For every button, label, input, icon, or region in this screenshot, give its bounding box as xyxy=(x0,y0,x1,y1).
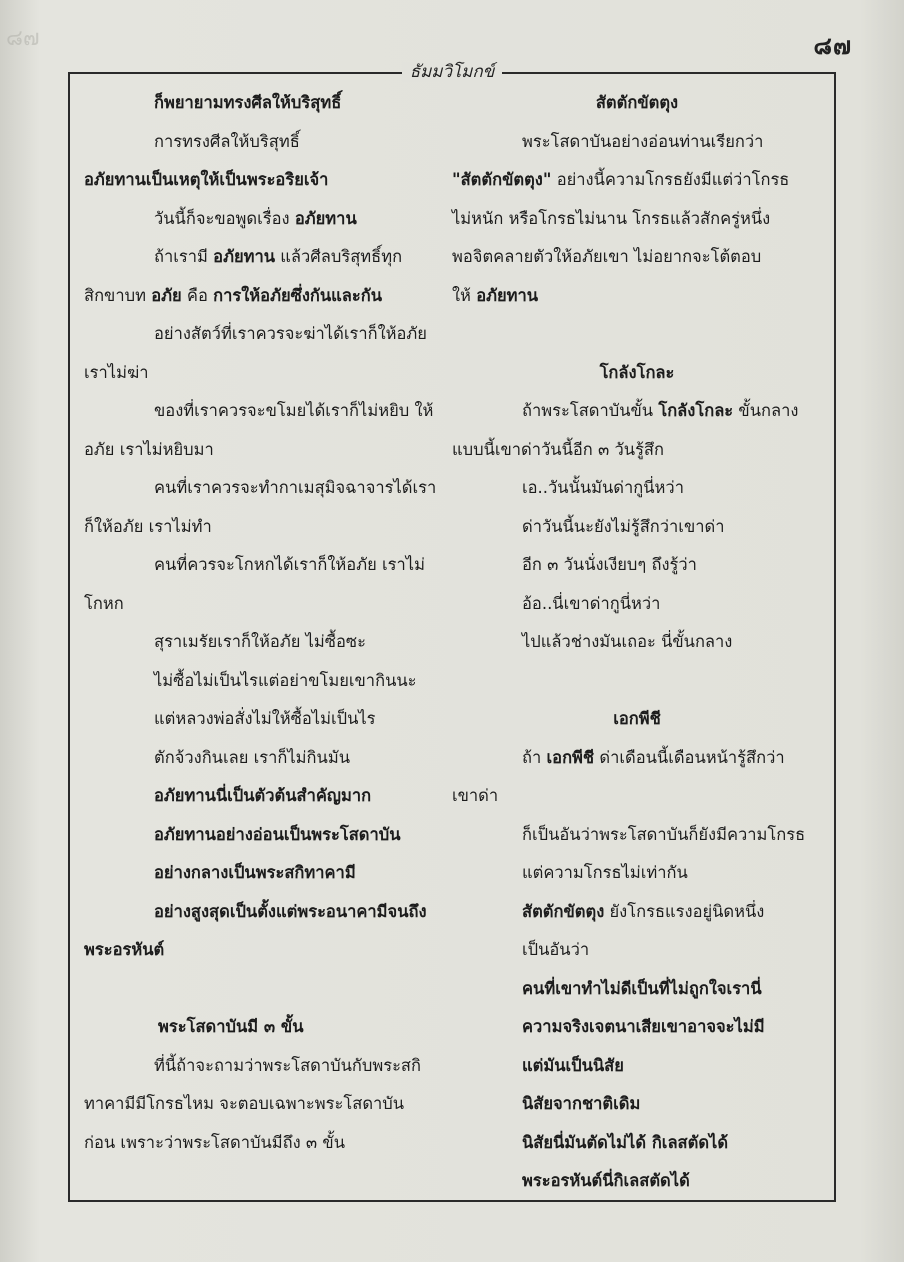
text-line: อภัย เราไม่หยิบมา xyxy=(84,439,214,459)
spacer xyxy=(452,662,822,701)
text-line: ไม่ซื้อไม่เป็นไรแต่อย่าขโมยเขากินนะ xyxy=(154,670,417,690)
page-number: ๘๗ xyxy=(813,31,852,60)
text-line: เป็นอันว่า xyxy=(522,940,590,959)
text-line: ของที่เราควรจะขโมยได้เราก็ไม่หยิบ ให้ xyxy=(154,401,434,420)
text-line: วันนี้ก็จะขอพูดเรื่อง อภัยทาน xyxy=(154,208,357,228)
spacer xyxy=(84,970,436,1009)
bold-line: ความจริงเจตนาเสียเขาอาจจะไม่มี xyxy=(522,1017,765,1036)
text-line: คนที่เราควรจะทำกาเมสุมิจฉาจารได้เรา xyxy=(154,478,437,497)
text-line: อีก ๓ วันนั่งเงียบๆ ถึงรู้ว่า xyxy=(522,555,697,574)
text-line: เอ..วันนั้นมันด่ากูนี่หว่า xyxy=(522,478,684,497)
bold-line: คนที่เขาทำไม่ดีเป็นที่ไม่ถูกใจเรานี่ xyxy=(522,978,762,998)
text-line: คนที่ควรจะโกหกได้เราก็ให้อภัย เราไม่ xyxy=(154,555,425,574)
text-line: พอจิตคลายตัวให้อภัยเขา ไม่อยากจะโต้ตอบ xyxy=(452,247,762,266)
text-line: แบบนี้เขาด่าวันนี้อีก ๓ วันรู้สึก xyxy=(452,439,664,459)
text-line: ด่าวันนี้นะยังไม่รู้สึกว่าเขาด่า xyxy=(522,516,725,536)
bold-line: อย่างกลางเป็นพระสกิทาคามี xyxy=(154,863,356,882)
text-line: "สัตตักขัตตุง" อย่างนี้ความโกรธยังมีแต่ว่าโกรธ xyxy=(452,170,790,189)
text-line: พระโสดาบันอย่างอ่อนท่านเรียกว่า xyxy=(522,131,764,151)
heading: อภัยทานเป็นเหตุให้เป็นพระอริยเจ้า xyxy=(84,170,329,189)
text-line: ทาคามีมีโกรธไหม จะตอบเฉพาะพระโสดาบัน xyxy=(84,1094,405,1113)
text-line: ไปแล้วช่างมันเถอะ นี่ขั้นกลาง xyxy=(522,632,733,651)
bold-line: แต่มันเป็นนิสัย xyxy=(522,1055,624,1075)
text-line: โกหก xyxy=(84,593,124,613)
heading: โกลังโกละ xyxy=(599,362,675,382)
text-line: ก่อน เพราะว่าพระโสดาบันมีถึง ๓ ขั้น xyxy=(84,1132,345,1152)
spacer xyxy=(452,315,822,354)
text-line: ตักจ้วงกินเลย เราก็ไม่กินมัน xyxy=(154,747,350,767)
bleed-through-left: ๘๗ xyxy=(6,26,40,51)
text-line: สิกขาบท อภัย คือ การให้อภัยซึ่งกันและกัน xyxy=(84,285,383,305)
text-line: เราไม่ฆ่า xyxy=(84,362,149,382)
text-line: อ้อ..นี่เขาด่ากูนี่หว่า xyxy=(522,593,661,613)
running-header: ธัมมวิโมกข์ xyxy=(70,58,834,85)
bold-line: อย่างสูงสุดเป็นตั้งแต่พระอนาคามีจนถึง xyxy=(154,901,427,921)
text-line: ให้ อภัยทาน xyxy=(452,285,539,305)
text-line: ก็เป็นอันว่าพระโสดาบันก็ยังมีความโกรธ xyxy=(522,824,806,844)
text-line: เขาด่า xyxy=(452,786,499,805)
text-frame xyxy=(68,62,836,1202)
text-line: ไม่หนัก หรือโกรธไม่นาน โกรธแล้วสักครู่หนึ่ง xyxy=(452,208,771,228)
text-line: อย่างสัตว์ที่เราควรจะฆ่าได้เราก็ให้อภัย xyxy=(154,324,427,343)
heading: ก็พยายามทรงศีลให้บริสุทธิ์ xyxy=(154,93,342,112)
text-line: ถ้าเรามี อภัยทาน แล้วศีลบริสุทธิ์ทุก xyxy=(154,247,403,266)
bold-line: พระอรหันต์ xyxy=(84,940,165,959)
text-line: ถ้าพระโสดาบันขั้น โกลังโกละ ขั้นกลาง xyxy=(522,401,799,420)
right-column xyxy=(452,84,822,1201)
text-line: การทรงศีลให้บริสุทธิ์ xyxy=(154,131,300,151)
text-line: ก็ให้อภัย เราไม่ทำ xyxy=(84,516,212,536)
heading: พระโสดาบันมี ๓ ขั้น xyxy=(158,1017,304,1036)
bold-line: นิสัยจากชาติเดิม xyxy=(522,1094,641,1113)
bold-line: อภัยทานอย่างอ่อนเป็นพระโสดาบัน xyxy=(154,824,401,844)
bold-line: พระอรหันต์นี่กิเลสตัดได้ xyxy=(522,1171,690,1190)
text-line: สัตตักขัตตุง ยังโกรธแรงอยู่นิดหนึ่ง xyxy=(522,901,765,921)
bold-line: อภัยทานนี่เป็นตัวต้นสำคัญมาก xyxy=(154,786,372,805)
text-line: แต่หลวงพ่อสั่งไม่ให้ซื้อไม่เป็นไร xyxy=(154,709,376,728)
text-line: แต่ความโกรธไม่เท่ากัน xyxy=(522,863,688,882)
text-line: ที่นี้ถ้าจะถามว่าพระโสดาบันกับพระสกิ xyxy=(154,1055,421,1075)
heading: เอกพีชี xyxy=(613,709,661,728)
left-column xyxy=(84,84,436,1162)
text-line: ถ้า เอกพีชี ด่าเดือนนี้เดือนหน้ารู้สึกว่า xyxy=(522,747,785,767)
text-line: สุราเมรัยเราก็ให้อภัย ไม่ซื้อซะ xyxy=(154,632,366,651)
bold-line: นิสัยนี่มันตัดไม่ได้ กิเลสตัดได้ xyxy=(522,1132,729,1152)
heading: สัตตักขัตตุง xyxy=(595,93,679,112)
